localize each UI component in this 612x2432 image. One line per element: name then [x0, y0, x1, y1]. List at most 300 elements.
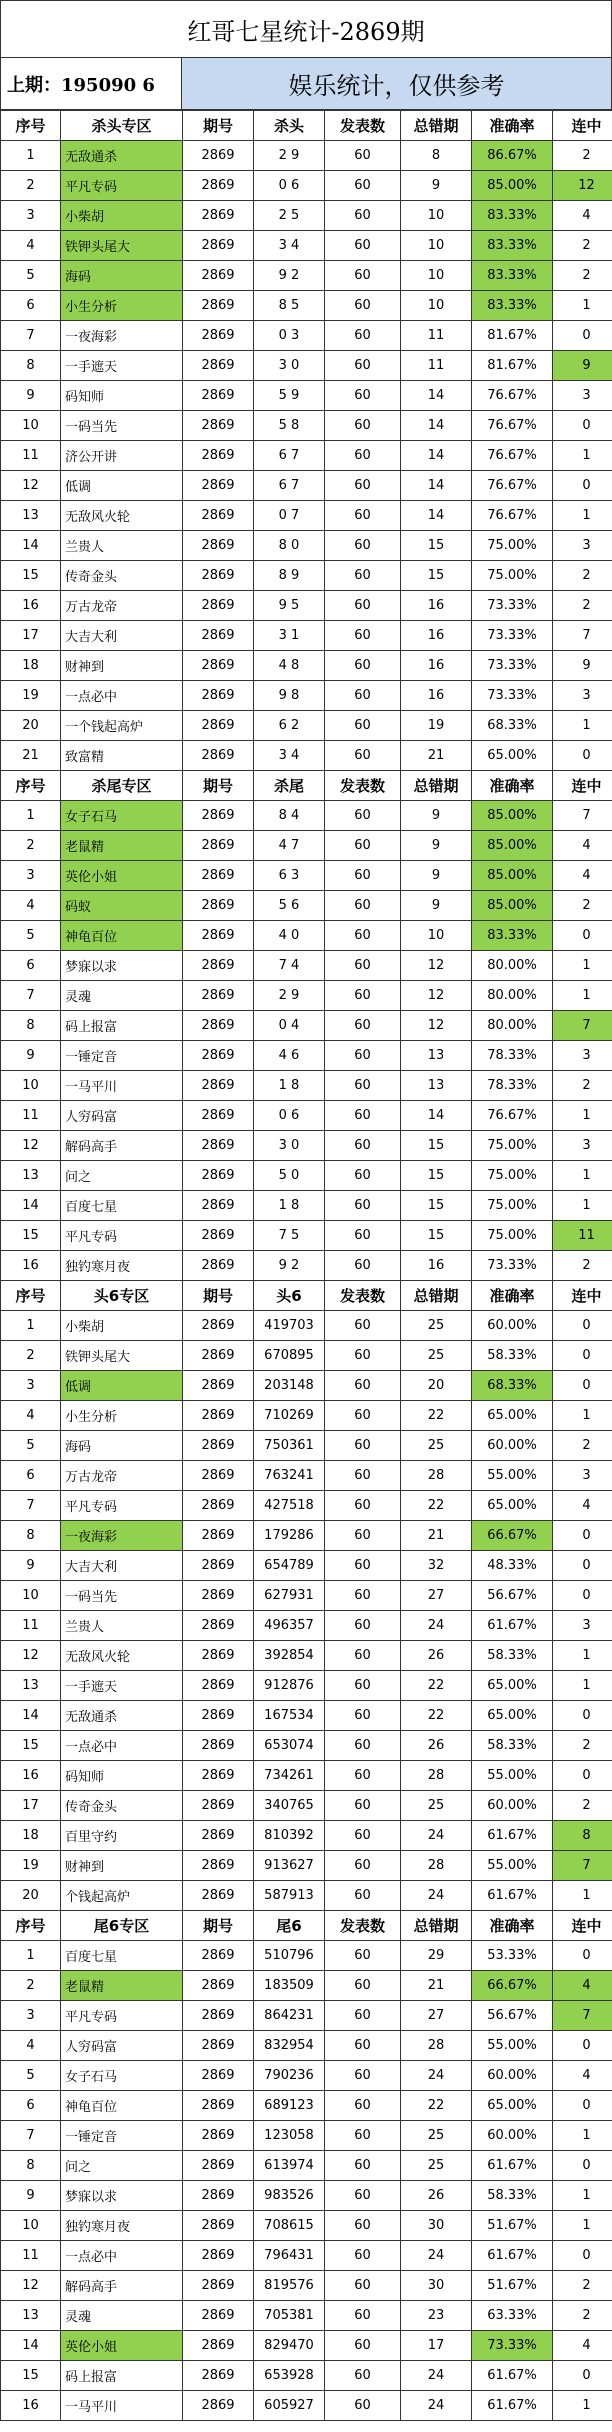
table-cell: 76.67% [472, 471, 553, 501]
table-cell: 75.00% [472, 1131, 553, 1161]
table-cell: 60 [325, 1041, 401, 1071]
table-row [1, 141, 612, 171]
table-row [1, 411, 612, 441]
table-cell: 14 [401, 471, 472, 501]
expert-name-cell: 老鼠精 [61, 1971, 183, 2001]
expert-name-cell: 小生分析 [61, 1401, 183, 1431]
table-cell: 51.67% [472, 2271, 553, 2301]
column-header: 准确率 [472, 1281, 553, 1311]
table-cell: 2 [553, 2271, 612, 2301]
table-cell: 2869 [183, 2391, 254, 2421]
expert-name-cell: 万古龙帝 [61, 591, 183, 621]
table-cell: 60 [325, 1011, 401, 1041]
table-cell: 83.33% [472, 231, 553, 261]
table-cell: 60 [325, 1311, 401, 1341]
table-cell: 60 [325, 1611, 401, 1641]
table-cell: 2869 [183, 561, 254, 591]
table-cell: 9 [1, 1041, 61, 1071]
table-row [1, 2211, 612, 2241]
table-cell: 60 [325, 531, 401, 561]
table-cell: 7 5 [254, 1221, 325, 1251]
table-row [1, 831, 612, 861]
table-cell: 9 [1, 381, 61, 411]
table-cell: 2869 [183, 1611, 254, 1641]
table-cell: 78.33% [472, 1041, 553, 1071]
table-row [1, 741, 612, 771]
table-cell: 3 [553, 531, 612, 561]
section-header-row [1, 771, 612, 801]
table-cell: 60 [325, 2061, 401, 2091]
table-cell: 983526 [254, 2181, 325, 2211]
table-cell: 2869 [183, 291, 254, 321]
table-cell: 7 [1, 1491, 61, 1521]
table-cell: 1 [553, 1161, 612, 1191]
table-cell: 11 [1, 2241, 61, 2271]
table-cell: 15 [401, 531, 472, 561]
table-cell: 2869 [183, 1131, 254, 1161]
expert-name-cell: 码上报富 [61, 2361, 183, 2391]
table-cell: 0 [553, 2151, 612, 2181]
expert-name-cell: 女子石马 [61, 801, 183, 831]
table-cell: 60 [325, 471, 401, 501]
table-cell: 16 [1, 2391, 61, 2421]
table-cell: 829470 [254, 2331, 325, 2361]
table-cell: 2869 [183, 2241, 254, 2271]
table-cell: 392854 [254, 1641, 325, 1671]
table-cell: 12 [401, 981, 472, 1011]
table-cell: 2869 [183, 321, 254, 351]
table-cell: 3 [553, 1611, 612, 1641]
table-row [1, 1851, 612, 1881]
table-cell: 0 6 [254, 1101, 325, 1131]
table-cell: 587913 [254, 1881, 325, 1911]
table-cell: 60 [325, 1551, 401, 1581]
table-cell: 0 6 [254, 171, 325, 201]
table-cell: 2869 [183, 171, 254, 201]
table-cell: 10 [1, 411, 61, 441]
table-cell: 15 [401, 1221, 472, 1251]
table-cell: 5 0 [254, 1161, 325, 1191]
table-cell: 3 0 [254, 351, 325, 381]
table-cell: 9 [401, 831, 472, 861]
table-cell: 61.67% [472, 2151, 553, 2181]
table-cell: 60 [325, 2361, 401, 2391]
expert-name-cell: 问之 [61, 2151, 183, 2181]
table-cell: 25 [401, 1341, 472, 1371]
expert-name-cell: 个钱起高炉 [61, 1881, 183, 1911]
table-cell: 55.00% [472, 1851, 553, 1881]
table-cell: 8 [401, 141, 472, 171]
table-cell: 2869 [183, 801, 254, 831]
expert-name-cell: 一锤定音 [61, 1041, 183, 1071]
table-cell: 60 [325, 1101, 401, 1131]
table-cell: 2869 [183, 1161, 254, 1191]
table-row [1, 1341, 612, 1371]
table-cell: 60 [325, 501, 401, 531]
table-cell: 0 [553, 1341, 612, 1371]
table-cell: 0 [553, 2241, 612, 2271]
table-cell: 20 [1, 1881, 61, 1911]
table-cell: 8 4 [254, 801, 325, 831]
table-row [1, 1551, 612, 1581]
table-cell: 10 [1, 2211, 61, 2241]
table-cell: 2869 [183, 1071, 254, 1101]
table-cell: 2869 [183, 2271, 254, 2301]
expert-name-cell: 老鼠精 [61, 831, 183, 861]
column-header: 总错期 [401, 1281, 472, 1311]
table-cell: 60 [325, 1221, 401, 1251]
table-cell: 60 [325, 2301, 401, 2331]
table-cell: 7 [1, 321, 61, 351]
table-cell: 60 [325, 1701, 401, 1731]
table-cell: 15 [401, 1131, 472, 1161]
table-cell: 9 [553, 651, 612, 681]
table-cell: 654789 [254, 1551, 325, 1581]
table-cell: 60 [325, 381, 401, 411]
table-cell: 11 [1, 1101, 61, 1131]
table-cell: 2869 [183, 201, 254, 231]
section-header-row [1, 1281, 612, 1311]
table-cell: 734261 [254, 1761, 325, 1791]
table-cell: 12 [1, 2271, 61, 2301]
table-row [1, 1191, 612, 1221]
table-cell: 1 [553, 2211, 612, 2241]
column-header: 尾6专区 [61, 1911, 183, 1941]
table-cell: 2869 [183, 2211, 254, 2241]
table-cell: 60 [325, 1851, 401, 1881]
table-cell: 60 [325, 2091, 401, 2121]
table-row [1, 2241, 612, 2271]
expert-name-cell: 兰贵人 [61, 1611, 183, 1641]
table-cell: 60 [325, 1821, 401, 1851]
table-cell: 4 6 [254, 1041, 325, 1071]
table-cell: 60.00% [472, 2121, 553, 2151]
table-cell: 2 [553, 1071, 612, 1101]
table-cell: 4 [1, 231, 61, 261]
table-cell: 26 [401, 2181, 472, 2211]
table-cell: 2869 [183, 1881, 254, 1911]
table-cell: 81.67% [472, 321, 553, 351]
expert-name-cell: 传奇金头 [61, 561, 183, 591]
table-cell: 25 [401, 1311, 472, 1341]
table-cell: 60 [325, 411, 401, 441]
expert-name-cell: 码上报富 [61, 1011, 183, 1041]
table-cell: 2869 [183, 711, 254, 741]
expert-name-cell: 一点必中 [61, 1731, 183, 1761]
table-row [1, 2361, 612, 2391]
table-cell: 0 [553, 1551, 612, 1581]
column-header: 序号 [1, 1911, 61, 1941]
table-cell: 2 [553, 1731, 612, 1761]
table-cell: 21 [401, 1521, 472, 1551]
table-cell: 15 [1, 1221, 61, 1251]
column-header: 连中 [553, 771, 612, 801]
table-cell: 75.00% [472, 1191, 553, 1221]
table-cell: 24 [401, 2061, 472, 2091]
table-cell: 10 [401, 291, 472, 321]
table-cell: 2 5 [254, 201, 325, 231]
table-cell: 24 [401, 2241, 472, 2271]
table-cell: 27 [401, 2001, 472, 2031]
table-cell: 4 0 [254, 921, 325, 951]
table-cell: 9 [401, 891, 472, 921]
table-cell: 13 [1, 2301, 61, 2331]
table-cell: 8 [1, 351, 61, 381]
table-cell: 605927 [254, 2391, 325, 2421]
table-cell: 61.67% [472, 1881, 553, 1911]
table-cell: 750361 [254, 1431, 325, 1461]
expert-name-cell: 一夜海彩 [61, 321, 183, 351]
table-cell: 5 [1, 2061, 61, 2091]
table-cell: 6 7 [254, 441, 325, 471]
table-cell: 16 [401, 621, 472, 651]
table-cell: 10 [401, 261, 472, 291]
table-cell: 12 [401, 951, 472, 981]
table-cell: 83.33% [472, 921, 553, 951]
table-cell: 10 [1, 1581, 61, 1611]
disclaimer-banner: 娱乐统计，仅供参考 [182, 58, 611, 109]
table-cell: 9 2 [254, 1251, 325, 1281]
table-cell: 12 [401, 1011, 472, 1041]
table-cell: 1 [1, 1941, 61, 1971]
expert-name-cell: 传奇金头 [61, 1791, 183, 1821]
table-cell: 55.00% [472, 1761, 553, 1791]
table-cell: 0 [553, 1581, 612, 1611]
table-cell: 60 [325, 1521, 401, 1551]
table-cell: 17 [1, 621, 61, 651]
table-cell: 60 [325, 891, 401, 921]
table-cell: 80.00% [472, 1011, 553, 1041]
table-cell: 24 [401, 1611, 472, 1641]
page-title: 红哥七星统计-2869期 [0, 0, 612, 58]
expert-name-cell: 一点必中 [61, 681, 183, 711]
table-cell: 81.67% [472, 351, 553, 381]
table-row [1, 1701, 612, 1731]
table-cell: 60 [325, 1371, 401, 1401]
table-cell: 12 [553, 171, 612, 201]
table-cell: 15 [401, 1161, 472, 1191]
table-cell: 60 [325, 1881, 401, 1911]
table-cell: 2869 [183, 1341, 254, 1371]
table-cell: 16 [401, 591, 472, 621]
table-cell: 7 [553, 801, 612, 831]
expert-name-cell: 百度七星 [61, 1941, 183, 1971]
table-cell: 3 [553, 681, 612, 711]
expert-name-cell: 女子石马 [61, 2061, 183, 2091]
expert-name-cell: 神龟百位 [61, 2091, 183, 2121]
table-cell: 5 9 [254, 381, 325, 411]
table-cell: 0 [553, 2091, 612, 2121]
table-cell: 60 [325, 2001, 401, 2031]
table-row [1, 591, 612, 621]
expert-name-cell: 独钓寒月夜 [61, 2211, 183, 2241]
table-cell: 6 3 [254, 861, 325, 891]
expert-name-cell: 梦寐以求 [61, 951, 183, 981]
table-cell: 60.00% [472, 2061, 553, 2091]
table-cell: 2 [553, 231, 612, 261]
table-cell: 6 7 [254, 471, 325, 501]
table-cell: 60 [325, 1431, 401, 1461]
table-cell: 2869 [183, 351, 254, 381]
table-cell: 68.33% [472, 1371, 553, 1401]
table-cell: 60 [325, 321, 401, 351]
table-cell: 2869 [183, 1701, 254, 1731]
table-cell: 19 [401, 711, 472, 741]
table-cell: 2869 [183, 831, 254, 861]
table-cell: 1 [553, 1671, 612, 1701]
table-cell: 0 4 [254, 1011, 325, 1041]
table-cell: 3 [553, 1131, 612, 1161]
table-cell: 3 1 [254, 621, 325, 651]
table-cell: 32 [401, 1551, 472, 1581]
table-cell: 58.33% [472, 1731, 553, 1761]
table-cell: 8 0 [254, 531, 325, 561]
table-cell: 73.33% [472, 1251, 553, 1281]
table-cell: 22 [401, 1701, 472, 1731]
expert-name-cell: 人穷码富 [61, 1101, 183, 1131]
table-cell: 17 [401, 2331, 472, 2361]
table-cell: 60 [325, 201, 401, 231]
table-cell: 60 [325, 1941, 401, 1971]
column-header: 发表数 [325, 111, 401, 141]
table-row [1, 891, 612, 921]
table-cell: 2869 [183, 1851, 254, 1881]
table-cell: 1 [553, 981, 612, 1011]
table-cell: 86.67% [472, 141, 553, 171]
table-cell: 11 [401, 351, 472, 381]
table-cell: 19 [1, 681, 61, 711]
table-cell: 2869 [183, 141, 254, 171]
table-cell: 2869 [183, 1371, 254, 1401]
table-cell: 25 [401, 1431, 472, 1461]
table-cell: 2869 [183, 891, 254, 921]
column-header: 总错期 [401, 111, 472, 141]
table-cell: 4 [553, 1971, 612, 2001]
table-cell: 2869 [183, 591, 254, 621]
expert-name-cell: 低调 [61, 1371, 183, 1401]
table-cell: 16 [1, 1761, 61, 1791]
table-row [1, 1431, 612, 1461]
table-cell: 1 [553, 501, 612, 531]
table-cell: 60 [325, 651, 401, 681]
table-cell: 8 5 [254, 291, 325, 321]
table-cell: 13 [1, 501, 61, 531]
table-row [1, 1611, 612, 1641]
expert-name-cell: 人穷码富 [61, 2031, 183, 2061]
expert-name-cell: 无敌风火轮 [61, 1641, 183, 1671]
table-row [1, 531, 612, 561]
table-cell: 2 [553, 1791, 612, 1821]
table-cell: 5 [1, 1431, 61, 1461]
expert-name-cell: 兰贵人 [61, 531, 183, 561]
table-cell: 2869 [183, 981, 254, 1011]
table-cell: 0 [553, 1311, 612, 1341]
table-cell: 65.00% [472, 1671, 553, 1701]
table-row [1, 471, 612, 501]
table-row [1, 1041, 612, 1071]
table-row [1, 291, 612, 321]
table-cell: 78.33% [472, 1071, 553, 1101]
table-cell: 60 [325, 171, 401, 201]
table-cell: 6 [1, 951, 61, 981]
column-header: 发表数 [325, 771, 401, 801]
expert-name-cell: 致富精 [61, 741, 183, 771]
last-issue-label: 上期：195090 6 [1, 58, 182, 109]
table-cell: 2869 [183, 621, 254, 651]
table-cell: 2869 [183, 2061, 254, 2091]
table-cell: 65.00% [472, 1401, 553, 1431]
table-cell: 13 [401, 1071, 472, 1101]
expert-name-cell: 问之 [61, 1161, 183, 1191]
table-row [1, 1581, 612, 1611]
table-cell: 60 [325, 1251, 401, 1281]
table-cell: 708615 [254, 2211, 325, 2241]
table-cell: 2869 [183, 441, 254, 471]
table-cell: 60 [325, 1131, 401, 1161]
table-row [1, 681, 612, 711]
table-cell: 9 [1, 1551, 61, 1581]
table-row [1, 1371, 612, 1401]
table-cell: 28 [401, 1461, 472, 1491]
expert-name-cell: 一码当先 [61, 1581, 183, 1611]
table-cell: 65.00% [472, 2091, 553, 2121]
table-cell: 9 [553, 351, 612, 381]
table-cell: 16 [401, 651, 472, 681]
table-cell: 0 [553, 1371, 612, 1401]
table-cell: 1 [553, 1191, 612, 1221]
table-row [1, 2001, 612, 2031]
table-cell: 85.00% [472, 171, 553, 201]
table-cell: 14 [401, 381, 472, 411]
table-cell: 60 [325, 621, 401, 651]
table-cell: 60 [325, 2121, 401, 2151]
table-cell: 10 [401, 921, 472, 951]
column-header: 发表数 [325, 1281, 401, 1311]
column-header: 序号 [1, 111, 61, 141]
table-row [1, 2091, 612, 2121]
table-cell: 9 [1, 2181, 61, 2211]
table-cell: 85.00% [472, 801, 553, 831]
table-cell: 0 [553, 321, 612, 351]
table-row [1, 1881, 612, 1911]
column-header: 杀头 [254, 111, 325, 141]
table-cell: 73.33% [472, 681, 553, 711]
table-cell: 2869 [183, 1671, 254, 1701]
table-cell: 3 [553, 381, 612, 411]
table-cell: 61.67% [472, 1611, 553, 1641]
table-cell: 2869 [183, 2091, 254, 2121]
expert-name-cell: 百度七星 [61, 1191, 183, 1221]
table-cell: 2869 [183, 1041, 254, 1071]
table-cell: 203148 [254, 1371, 325, 1401]
table-cell: 25 [401, 1791, 472, 1821]
table-row [1, 1491, 612, 1521]
table-cell: 4 [553, 1491, 612, 1521]
column-header: 准确率 [472, 1911, 553, 1941]
table-cell: 61.67% [472, 2361, 553, 2391]
column-header: 连中 [553, 1281, 612, 1311]
table-cell: 60 [325, 1671, 401, 1701]
expert-name-cell: 万古龙帝 [61, 1461, 183, 1491]
table-cell: 61.67% [472, 2391, 553, 2421]
table-cell: 26 [401, 1641, 472, 1671]
table-cell: 2869 [183, 2331, 254, 2361]
table-cell: 2869 [183, 1641, 254, 1671]
table-cell: 27 [401, 1581, 472, 1611]
table-row [1, 1161, 612, 1191]
table-cell: 3 [1, 1371, 61, 1401]
column-header: 头6 [254, 1281, 325, 1311]
